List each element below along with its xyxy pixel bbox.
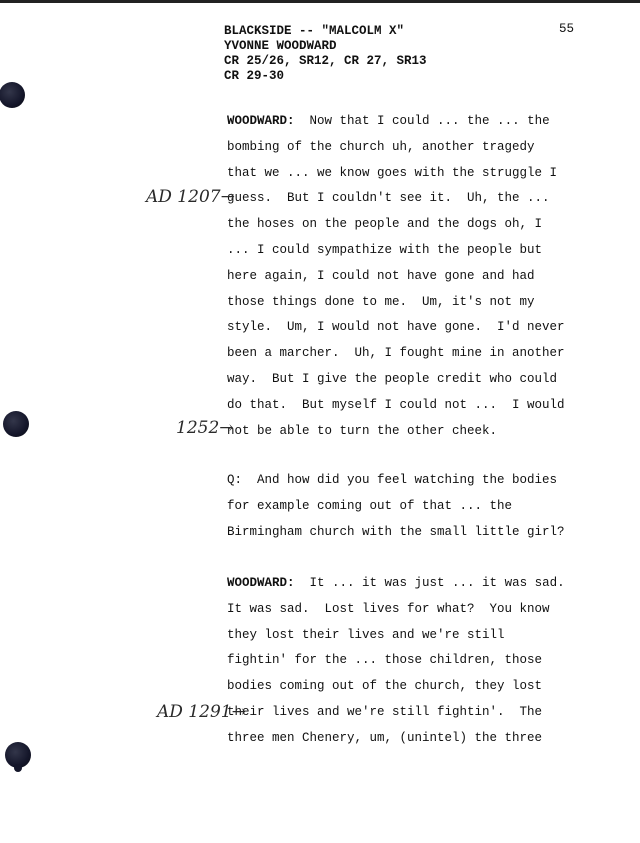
handwritten-timecode-note: AD 1291→ bbox=[157, 702, 246, 722]
text-line: three men Chenery, um, (unintel) the three bbox=[227, 730, 543, 745]
handwritten-timecode-note: 1252→ bbox=[176, 418, 234, 438]
line-text: Now that I could ... the ... the bbox=[309, 114, 550, 128]
header-rolls-cont: CR 29-30 bbox=[224, 69, 285, 83]
text-line: style. Um, I would not have gone. I'd never bbox=[227, 320, 565, 335]
text-line: ... I could sympathize with the people but bbox=[227, 242, 543, 257]
text-line: the hoses on the people and the dogs oh, I bbox=[227, 217, 543, 232]
text-line bbox=[227, 109, 565, 135]
text-line: guess. But I couldn't see it. Uh, the ... bbox=[227, 191, 550, 206]
speaker-label: WOODWARD: bbox=[227, 576, 295, 590]
text-line: It was sad. Lost lives for what? You know bbox=[227, 601, 550, 616]
transcript-header bbox=[224, 24, 427, 84]
text-line: do that. But myself I could not ... I would bbox=[227, 397, 565, 412]
text-line: those things done to me. Um, it's not my bbox=[227, 294, 535, 309]
text-line bbox=[227, 571, 565, 597]
text-line: bombing of the church uh, another tragedy bbox=[227, 139, 535, 154]
text-line: bodies coming out of the church, they lost bbox=[227, 679, 543, 694]
line-text: It ... it was just ... it was sad. bbox=[309, 576, 565, 590]
text-line: for example coming out of that ... the bbox=[227, 498, 513, 513]
header-interviewee: YVONNE WOODWARD bbox=[224, 39, 337, 53]
page-number: 55 bbox=[559, 22, 575, 36]
header-rolls: CR 25/26, SR12, CR 27, SR13 bbox=[224, 54, 427, 68]
question-paragraph bbox=[227, 468, 565, 545]
text-line: not be able to turn the other cheek. bbox=[227, 423, 498, 438]
binder-hole bbox=[5, 742, 31, 768]
binder-hole bbox=[3, 411, 29, 437]
handwritten-timecode-note: AD 1207→ bbox=[146, 187, 235, 207]
text-line: here again, I could not have gone and had bbox=[227, 268, 535, 283]
text-line: fightin' for the ... those children, those bbox=[227, 653, 543, 668]
text-line: Q: And how did you feel watching the bodies bbox=[227, 473, 558, 487]
text-line: they lost their lives and we're still bbox=[227, 627, 505, 642]
binder-hole bbox=[0, 82, 25, 108]
top-edge-bar bbox=[0, 0, 640, 3]
text-line: been a marcher. Uh, I fought mine in another bbox=[227, 346, 565, 361]
speaker-label: WOODWARD: bbox=[227, 114, 295, 128]
header-production: BLACKSIDE -- "MALCOLM X" bbox=[224, 24, 405, 38]
answer-paragraph bbox=[227, 109, 565, 444]
text-line: that we ... we know goes with the struggle I bbox=[227, 165, 558, 180]
text-line: way. But I give the people credit who could bbox=[227, 371, 558, 386]
text-line: Birmingham church with the small little girl? bbox=[227, 524, 565, 539]
text-line: their lives and we're still fightin'. The bbox=[227, 704, 543, 719]
answer-paragraph bbox=[227, 571, 565, 752]
